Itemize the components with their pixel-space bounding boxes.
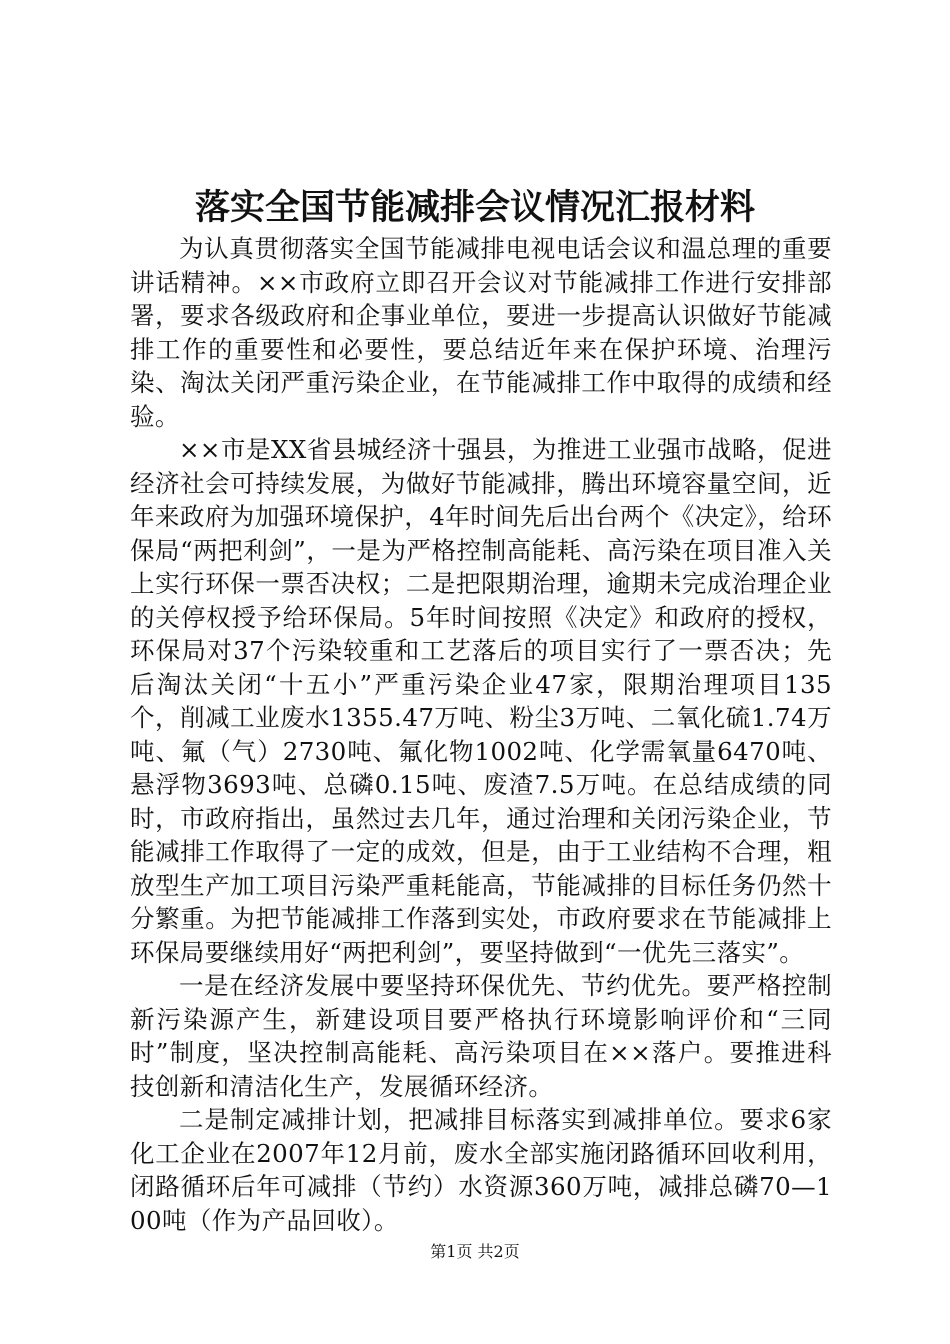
paragraph-1: 为认真贯彻落实全国节能减排电视电话会议和温总理的重要讲话精神。××市政府立即召开会议对节能减排工作进行安排部署，要求各级政府和企事业单位，要进一步提高认识做好节能减排工作的重要性和必要性，要总结近年来在保护环境、治理污染、淘汰关闭严重污染企业，在节能减排工作中取得的成绩和经验。	[130, 234, 832, 431]
paragraph-4: 二是制定减排计划，把减排目标落实到减排单位。要求6家化工企业在2007年12月前，废水全部实施闭路循环回收利用，闭路循环后年可减排（节约）水资源360万吨，减排总磷70—100吨（作为产品回收）。	[130, 1105, 832, 1235]
document-body	[130, 232, 832, 1237]
paragraph-2: ××市是XX省县城经济十强县，为推进工业强市战略，促进经济社会可持续发展，为做好节能减排，腾出环境容量空间，近年来政府为加强环境保护，4年时间先后出台两个《决定》，给环保局“两把利剑”，一是为严格控制高能耗、高污染在项目准入关上实行环保一票否决权；二是把限期治理，逾期未完成治理企业的关停权授予给环保局。5年时间按照《决定》和政府的授权，环保局对37个污染较重和工艺落后的项目实行了一票否决；先后淘汰关闭“十五小”严重污染企业47家，限期治理项目135个，削减工业废水1355.47万吨、粉尘3万吨、二氧化硫1.74万吨、氟（气）2730吨、氟化物1002吨、化学需氧量6470吨、悬浮物3693吨、总磷0.15吨、废渣7.5万吨。在总结成绩的同时，市政府指出，虽然过去几年，通过治理和关闭污染企业，节能减排工作取得了一定的成效，但是，由于工业结构不合理，粗放型生产加工项目污染严重耗能高，节能减排的目标任务仍然十分繁重。为把节能减排工作落到实处，市政府要求在节能减排上环保局要继续用好“两把利剑”，要坚持做到“一优先三落实”。	[130, 435, 832, 967]
paragraph-3: 一是在经济发展中要坚持环保优先、节约优先。要严格控制新污染源产生，新建设项目要严格执行环境影响评价和“三同时”制度，坚决控制高能耗、高污染项目在××落户。要推进科技创新和清洁化生产，发展循环经济。	[130, 971, 832, 1101]
page-footer: 第1页 共2页	[430, 1242, 520, 1261]
document-title: 落实全国节能减排会议情况汇报材料	[194, 187, 755, 228]
